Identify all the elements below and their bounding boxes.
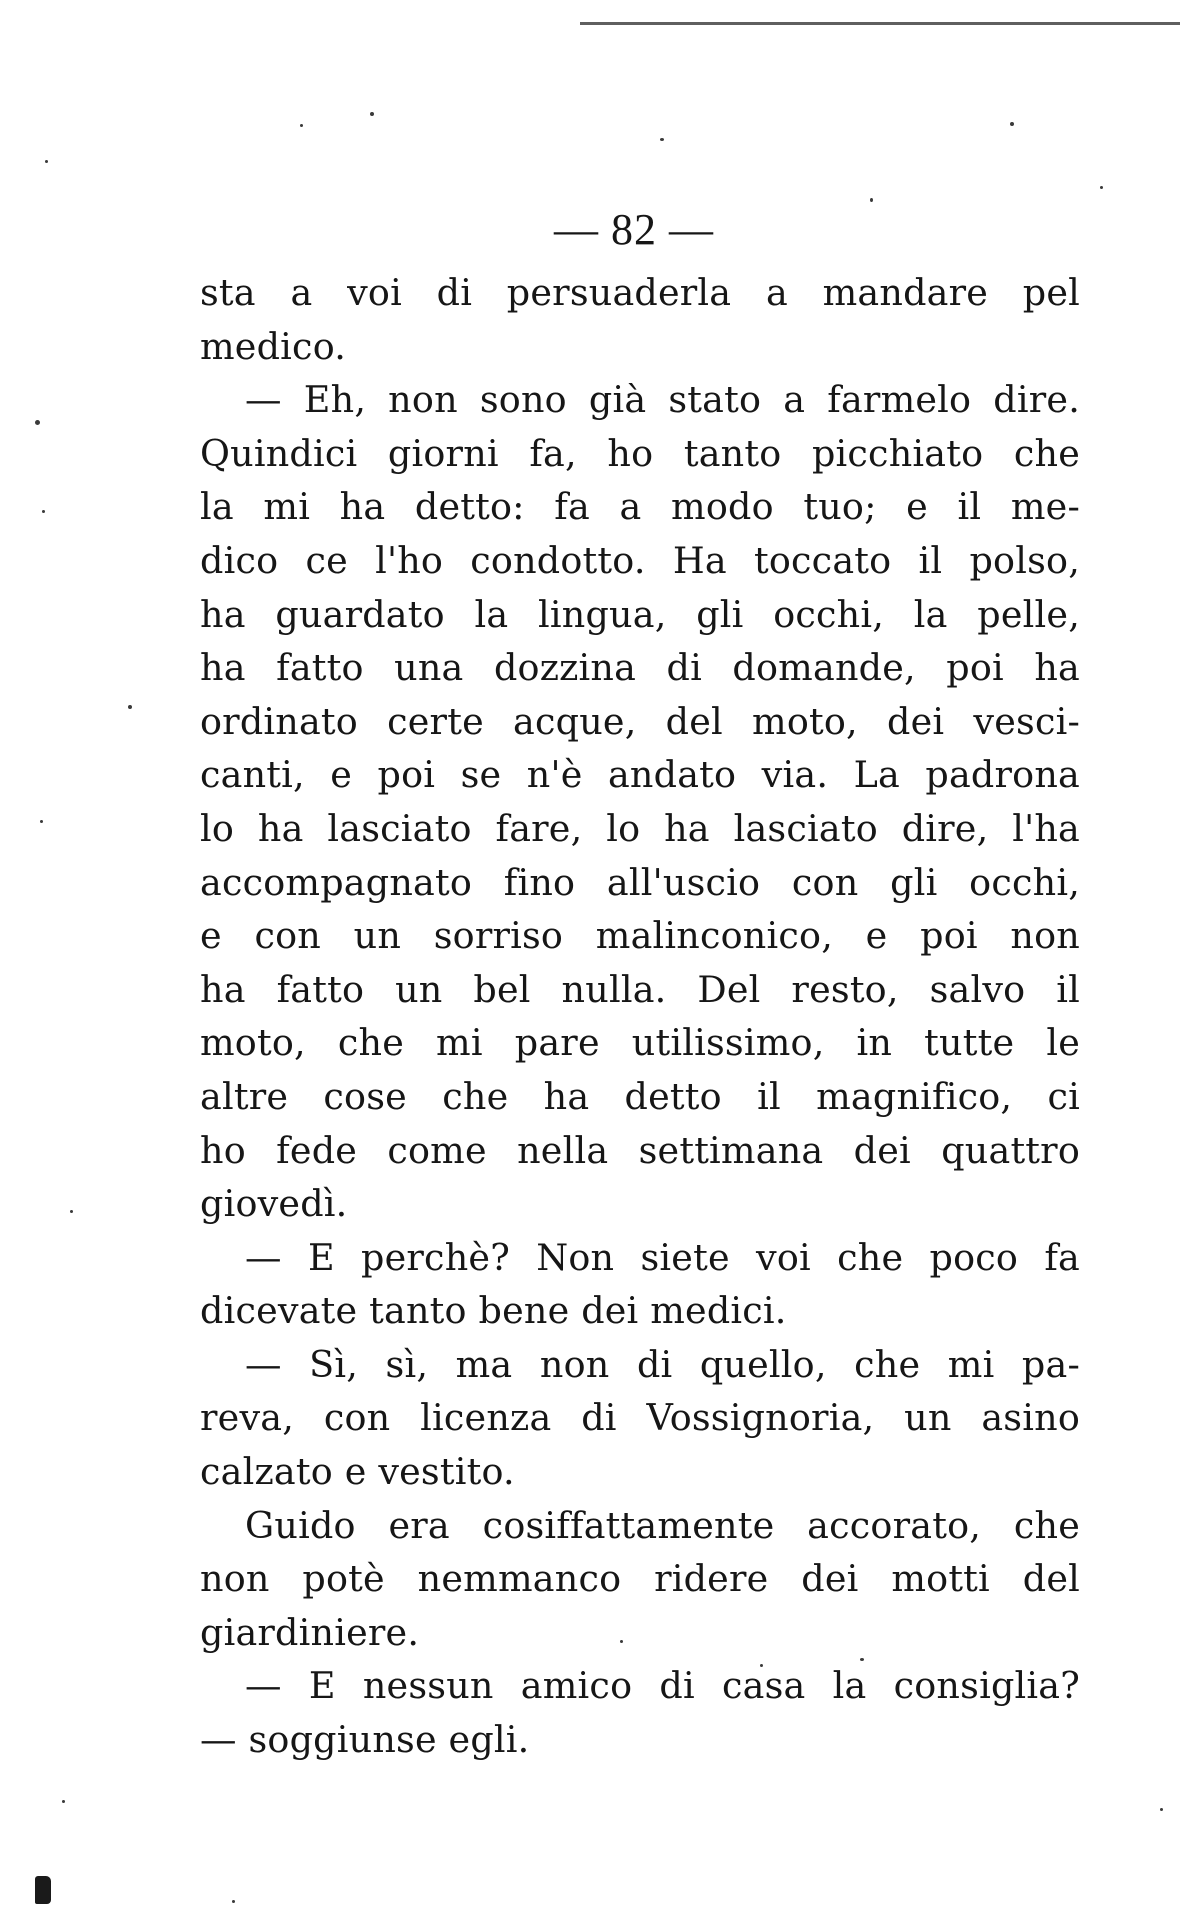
- text-line: lo ha lasciato fare, lo ha lasciato dire, l'ha: [200, 806, 1080, 850]
- text-line: la mi ha detto: fa a modo tuo; e il me-: [200, 485, 1080, 529]
- scan-speck: [1010, 122, 1014, 126]
- text-line: calzato e vestito.: [200, 1450, 515, 1494]
- body-text: [200, 266, 1080, 1767]
- text-line: — Sì, sì, ma non di quello, che mi pa-: [245, 1342, 1080, 1386]
- scan-speck: [370, 112, 374, 116]
- text-line: giardiniere.: [200, 1610, 420, 1654]
- text-line: moto, che mi pare utilissimo, in tutte le: [200, 1021, 1080, 1065]
- text-line: — soggiunse egli.: [200, 1718, 530, 1762]
- scan-speck: [40, 820, 43, 823]
- text-line: e con un sorriso malinconico, e poi non: [200, 914, 1080, 958]
- text-line: ordinato certe acque, del moto, dei vesci-: [200, 699, 1080, 743]
- text-line: ha fatto una dozzina di domande, poi ha: [200, 646, 1080, 690]
- page-number: — 82 —: [554, 205, 714, 254]
- scan-speck: [70, 1210, 73, 1213]
- text-line: medico.: [200, 324, 347, 368]
- scan-speck: [35, 420, 40, 425]
- text-line: canti, e poi se n'è andato via. La padrona: [200, 753, 1080, 797]
- scan-speck: [870, 198, 873, 202]
- text-line: non potè nemmanco ridere dei motti del: [200, 1557, 1080, 1601]
- scan-speck: [1160, 1808, 1163, 1811]
- text-line: — E nessun amico di casa la consiglia?: [245, 1664, 1080, 1708]
- text-line: — E perchè? Non siete voi che poco fa: [245, 1235, 1080, 1279]
- page-top-edge-rule: [580, 22, 1180, 25]
- scan-speck: [45, 160, 48, 163]
- scan-speck: [1100, 186, 1103, 189]
- scan-speck: [660, 138, 664, 141]
- text-line: Guido era cosiffattamente accorato, che: [245, 1503, 1080, 1547]
- scan-speck: [232, 1900, 235, 1903]
- text-line: giovedì.: [200, 1182, 348, 1226]
- text-line: Quindici giorni fa, ho tanto picchiato che: [200, 431, 1080, 475]
- text-line: dico ce l'ho condotto. Ha toccato il polso,: [200, 538, 1080, 582]
- text-line: altre cose che ha detto il magnifico, ci: [200, 1074, 1080, 1118]
- text-line: reva, con licenza di Vossignoria, un asino: [200, 1396, 1080, 1440]
- scan-speck: [42, 510, 45, 513]
- text-line: sta a voi di persuaderla a mandare pel: [200, 271, 1080, 314]
- text-line: dicevate tanto bene dei medici.: [200, 1289, 787, 1333]
- scan-blot: [35, 1876, 51, 1904]
- text-line: ha guardato la lingua, gli occhi, la pelle,: [200, 592, 1080, 636]
- text-line: ho fede come nella settimana dei quattro: [200, 1128, 1080, 1172]
- scan-speck: [62, 1800, 65, 1803]
- text-line: ha fatto un bel nulla. Del resto, salvo il: [200, 967, 1080, 1011]
- text-line: — Eh, non sono già stato a farmelo dire.: [245, 378, 1080, 422]
- scan-speck: [300, 124, 303, 127]
- text-line: accompagnato fino all'uscio con gli occhi,: [200, 860, 1080, 904]
- scan-speck: [128, 705, 132, 709]
